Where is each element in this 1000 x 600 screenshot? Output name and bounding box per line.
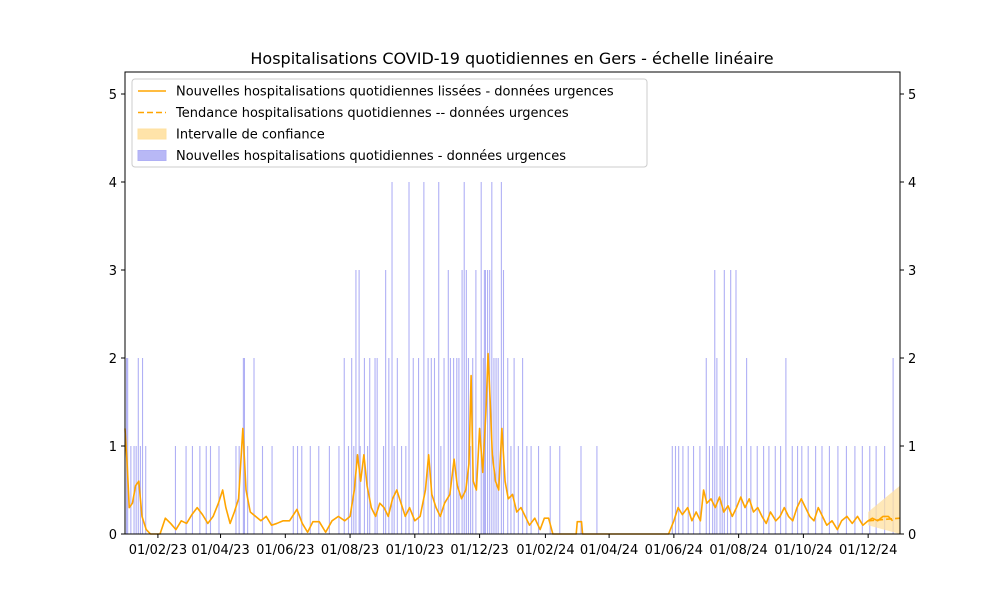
- legend-label: Nouvelles hospitalisations quotidiennes - données urgences: [176, 149, 566, 164]
- bar: [453, 358, 454, 534]
- bar: [423, 182, 424, 534]
- bar: [518, 446, 519, 534]
- bar: [714, 270, 715, 534]
- bar: [360, 446, 361, 534]
- bar: [522, 358, 523, 534]
- bar: [493, 358, 494, 534]
- chart-title: Hospitalisations COVID-19 quotidiennes en Gers - échelle linéaire: [250, 49, 774, 68]
- bar: [722, 446, 723, 534]
- bar: [496, 358, 497, 534]
- bar: [746, 358, 747, 534]
- bar: [297, 446, 298, 534]
- legend-swatch-patch: [138, 129, 166, 139]
- bar: [369, 358, 370, 534]
- bar: [846, 446, 847, 534]
- y-tick-label-left: 0: [108, 528, 117, 543]
- legend-label: Tendance hospitalisations quotidiennes -- données urgences: [176, 106, 569, 121]
- x-tick-label: 01/08/24: [709, 543, 768, 558]
- bar: [724, 270, 725, 534]
- bar: [344, 358, 345, 534]
- bar: [466, 270, 467, 534]
- bar: [829, 446, 830, 534]
- x-tick-label: 01/04/23: [191, 543, 250, 558]
- bar: [142, 358, 143, 534]
- bar: [501, 182, 502, 534]
- bar: [385, 270, 386, 534]
- bar: [750, 446, 751, 534]
- y-tick-label-left: 2: [108, 352, 117, 367]
- bar: [359, 270, 360, 534]
- bar: [138, 358, 139, 534]
- bar: [481, 182, 482, 534]
- bar: [438, 182, 439, 534]
- bar: [768, 446, 769, 534]
- x-tick-label: 01/12/24: [838, 543, 898, 558]
- x-tick-label: 01/10/23: [385, 543, 445, 558]
- bar: [862, 446, 863, 534]
- bar: [355, 270, 356, 534]
- bar: [418, 358, 419, 534]
- bar: [693, 446, 694, 534]
- bar: [235, 446, 236, 534]
- bar: [247, 446, 248, 534]
- bar: [785, 358, 786, 534]
- bar: [727, 446, 728, 534]
- y-tick-label-right: 5: [908, 88, 917, 103]
- bar: [374, 358, 375, 534]
- bar: [808, 446, 809, 534]
- bar: [434, 358, 435, 534]
- smoothed-line: [125, 354, 893, 534]
- bar: [458, 358, 459, 534]
- bar: [272, 446, 273, 534]
- bar: [837, 446, 838, 534]
- bar: [130, 446, 131, 534]
- bar: [456, 358, 457, 534]
- x-tick-label: 01/08/23: [320, 543, 380, 558]
- x-tick-label: 01/12/23: [450, 543, 509, 558]
- bar: [391, 182, 392, 534]
- bar: [348, 446, 349, 534]
- bar: [821, 446, 822, 534]
- bar: [127, 358, 128, 534]
- bar: [318, 446, 319, 534]
- legend-label: Intervalle de confiance: [176, 127, 325, 143]
- bar: [815, 446, 816, 534]
- bar: [682, 446, 683, 534]
- bar: [145, 446, 146, 534]
- bars-series: [126, 182, 894, 534]
- bar: [507, 358, 508, 534]
- x-tick-label: 01/06/24: [644, 543, 704, 558]
- y-tick-label-right: 3: [908, 264, 917, 279]
- bar: [559, 446, 560, 534]
- y-tick-label-right: 4: [908, 176, 917, 191]
- bar: [531, 446, 532, 534]
- x-tick-label: 01/10/24: [774, 543, 833, 558]
- bar: [175, 446, 176, 534]
- bar: [408, 182, 409, 534]
- bar: [503, 270, 504, 534]
- bar: [712, 446, 713, 534]
- bar: [253, 358, 254, 534]
- bar: [338, 446, 339, 534]
- bar: [484, 270, 485, 534]
- bar: [797, 446, 798, 534]
- y-tick-label-left: 5: [108, 88, 117, 103]
- bar: [293, 446, 294, 534]
- legend-swatch-patch: [138, 151, 166, 161]
- y-tick-label-left: 3: [108, 264, 117, 279]
- bar: [730, 270, 731, 534]
- bar: [186, 446, 187, 534]
- x-tick-label: 01/02/24: [516, 543, 575, 558]
- bar: [136, 446, 137, 534]
- bar: [310, 446, 311, 534]
- y-tick-label-left: 1: [108, 440, 117, 455]
- bar: [462, 270, 463, 534]
- x-tick-label: 01/02/23: [128, 543, 188, 558]
- bar: [394, 446, 395, 534]
- bar: [678, 446, 679, 534]
- bar: [538, 446, 539, 534]
- bar: [757, 446, 758, 534]
- bar: [218, 446, 219, 534]
- y-tick-label-left: 4: [108, 176, 117, 191]
- legend: [132, 79, 647, 167]
- bar: [383, 446, 384, 534]
- bar: [448, 270, 449, 534]
- bar: [709, 446, 710, 534]
- y-tick-label-right: 0: [908, 528, 917, 543]
- bar: [364, 358, 365, 534]
- legend-label: Nouvelles hospitalisations quotidiennes lissées - données urgences: [176, 84, 614, 100]
- bar: [780, 446, 781, 534]
- bar: [329, 446, 330, 534]
- bar: [580, 446, 581, 534]
- bar: [688, 446, 689, 534]
- bar: [464, 182, 465, 534]
- bar: [470, 446, 471, 534]
- bar: [514, 358, 515, 534]
- bar: [675, 446, 676, 534]
- bar: [413, 358, 414, 534]
- bar: [735, 270, 736, 534]
- bar: [741, 446, 742, 534]
- y-tick-label-right: 2: [908, 352, 917, 367]
- bar: [199, 446, 200, 534]
- bar: [388, 358, 389, 534]
- bar: [487, 270, 488, 534]
- bar: [706, 358, 707, 534]
- bar: [192, 446, 193, 534]
- bar: [428, 358, 429, 534]
- smoothed-line-series: [125, 354, 900, 534]
- bar: [672, 446, 673, 534]
- x-tick-label: 01/04/24: [579, 543, 639, 558]
- x-tick-label: 01/06/23: [256, 543, 315, 558]
- bar: [498, 358, 499, 534]
- bar: [716, 358, 717, 534]
- bar: [596, 446, 597, 534]
- bar: [405, 446, 406, 534]
- bar: [397, 358, 398, 534]
- bar: [401, 446, 402, 534]
- bar: [510, 446, 511, 534]
- bar: [475, 270, 476, 534]
- bar: [431, 358, 432, 534]
- bar: [440, 446, 441, 534]
- bar: [450, 358, 451, 534]
- bar: [720, 446, 721, 534]
- y-tick-label-right: 1: [908, 440, 917, 455]
- bar: [801, 446, 802, 534]
- bar: [491, 182, 492, 534]
